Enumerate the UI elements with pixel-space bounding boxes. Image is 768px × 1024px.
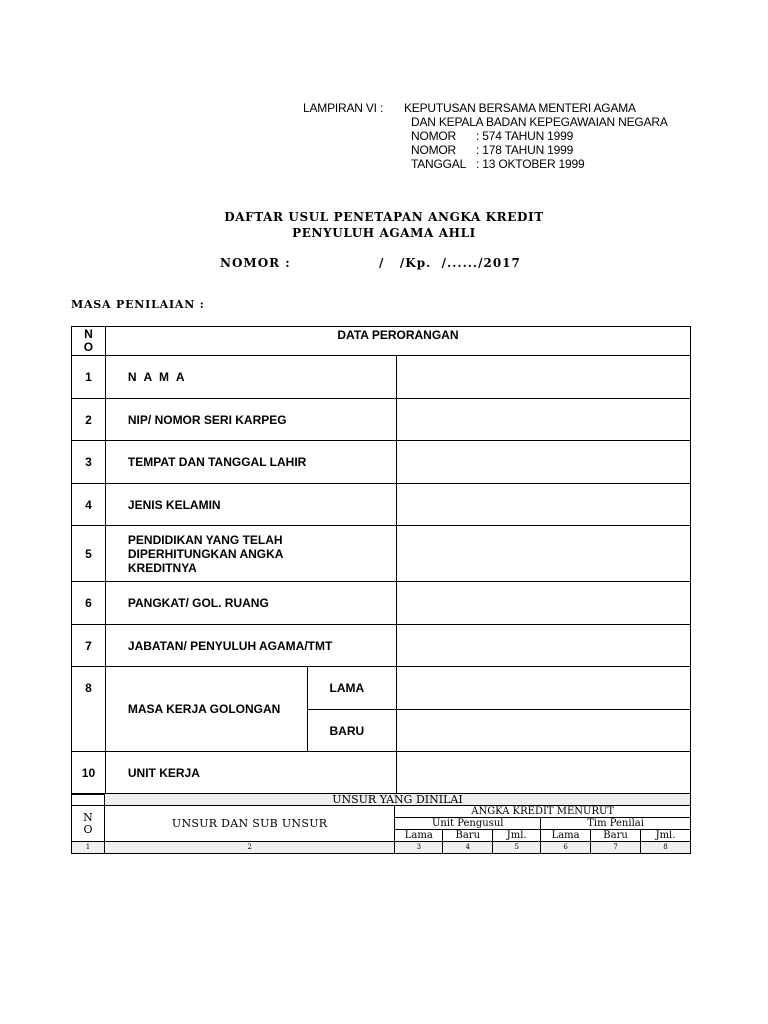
unsur-no-blank [72,794,105,806]
unsur-table [71,793,691,854]
data-perorangan-table [71,326,691,795]
col-number: 3 [395,842,443,854]
row-no: 4 [72,484,106,526]
nomor-label: NOMOR : [220,256,291,270]
col-baru: Baru [591,830,641,842]
unsur-header-no: N O [72,806,105,842]
row-no: 8 [72,667,106,752]
col-number: 4 [443,842,493,854]
table-row [72,667,691,710]
lampiran-line-2: DAN KEPALA BADAN KEPEGAWAIAN NEGARA [411,115,668,129]
unsur-yang-dinilai-header: UNSUR YANG DINILAI [104,794,690,806]
row-value-cell[interactable] [397,625,691,667]
col-jml: Jml. [493,830,541,842]
row-label: MASA KERJA GOLONGAN [105,667,307,752]
table-row [72,399,691,441]
lampiran-label: LAMPIRAN VI : [303,101,384,115]
col-baru: Baru [443,830,493,842]
row-no: 3 [72,441,106,484]
unit-pengusul-header: Unit Pengusul [395,818,541,830]
lampiran-row-key: TANGGAL [411,157,467,171]
row-label: TEMPAT DAN TANGGAL LAHIR [105,441,397,484]
row-no: 5 [72,526,106,582]
row-label: NIP/ NOMOR SERI KARPEG [105,399,397,441]
lampiran-row-key: NOMOR [411,143,456,157]
unsur-dan-sub-unsur-header: UNSUR DAN SUB UNSUR [104,806,394,842]
col-number: 5 [493,842,541,854]
row-value-cell[interactable] [397,356,691,399]
row-value-cell[interactable] [397,667,691,710]
row-label: JENIS KELAMIN [105,484,397,526]
table-header-row [72,327,691,356]
nomor-value: / /Kp. /....../2017 [379,256,521,270]
lampiran-row-value: : 13 OKTOBER 1999 [476,157,585,171]
col-lama: Lama [395,830,443,842]
row-value-cell[interactable] [397,526,691,582]
row-label: PANGKAT/ GOL. RUANG [105,582,397,625]
document-title-line-2: PENYULUH AGAMA AHLI [292,226,476,240]
document-title-line-1: DAFTAR USUL PENETAPAN ANGKA KREDIT [224,210,544,224]
row-label: N A M A [105,356,397,399]
col-number: 7 [591,842,641,854]
table-row [72,441,691,484]
col-lama: Lama [541,830,591,842]
header-no: N O [72,327,106,356]
row-no: 6 [72,582,106,625]
tim-penilai-header: Tim Penilai [541,818,691,830]
row-no: 10 [72,752,106,795]
col-number: 1 [72,842,105,854]
row-value-cell[interactable] [397,484,691,526]
row-label: PENDIDIKAN YANG TELAH DIPERHITUNGKAN ANGKA KREDITNYA [105,526,397,582]
row-no: 1 [72,356,106,399]
col-jml: Jml. [641,830,691,842]
angka-kredit-header: ANGKA KREDIT MENURUT [395,806,691,818]
lampiran-row-value: : 574 TAHUN 1999 [476,129,574,143]
masa-kerja-baru-label: BARU [307,710,397,752]
row-no: 7 [72,625,106,667]
table-row [72,356,691,399]
row-label: UNIT KERJA [105,752,397,795]
row-value-cell[interactable] [397,710,691,752]
lampiran-row-value: : 178 TAHUN 1999 [476,143,574,157]
masa-penilaian-label: MASA PENILAIAN : [71,298,205,311]
lampiran-line-1: KEPUTUSAN BERSAMA MENTERI AGAMA [404,101,636,115]
row-value-cell[interactable] [397,582,691,625]
row-value-cell[interactable] [397,399,691,441]
col-number: 2 [104,842,394,854]
col-number: 6 [541,842,591,854]
row-value-cell[interactable] [397,752,691,795]
row-value-cell[interactable] [397,441,691,484]
row-label: JABATAN/ PENYULUH AGAMA/TMT [105,625,397,667]
table-row [72,752,691,795]
table-row [72,484,691,526]
header-data-perorangan: DATA PERORANGAN [105,327,690,356]
col-number: 8 [641,842,691,854]
table-row [72,625,691,667]
table-row [72,526,691,582]
masa-kerja-lama-label: LAMA [307,667,397,710]
lampiran-row-key: NOMOR [411,129,456,143]
row-no: 2 [72,399,106,441]
table-row [72,582,691,625]
